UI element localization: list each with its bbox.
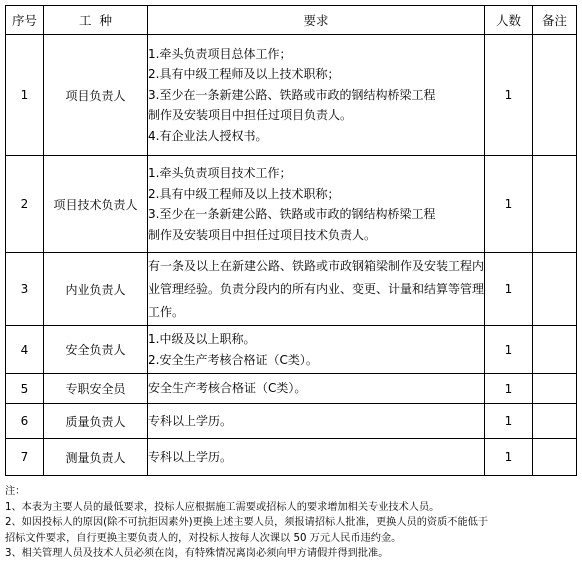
- requirement-line: 2.具有中级工程师及以上技术职称；: [148, 186, 340, 201]
- row-remark: [533, 439, 577, 476]
- row-requirements: [148, 35, 485, 156]
- requirement-line: 3.至少在一条新建公路、铁路或市政的钢结构桥梁工程: [148, 87, 436, 102]
- row-role: 项目负责人: [44, 35, 148, 156]
- header-role: 工 种: [44, 6, 148, 35]
- header-requirements: 要求: [148, 6, 485, 35]
- row-remark: [533, 253, 577, 326]
- row-count: 1: [485, 374, 533, 404]
- row-no: 2: [6, 156, 44, 253]
- row-no: 7: [6, 439, 44, 476]
- requirement-line: 1.中级及以上职称。: [148, 332, 256, 346]
- header-no: 序号: [6, 6, 44, 35]
- table-row: [6, 374, 577, 404]
- row-remark: [533, 326, 577, 374]
- requirement-line: 2.具有中级工程师及以上技术职称；: [148, 67, 340, 82]
- row-requirements: [148, 156, 485, 253]
- row-no: 5: [6, 374, 44, 404]
- row-count: 1: [485, 156, 533, 253]
- note-line: 2、如因投标人的原因(除不可抗拒因素外)更换上述主要人员，须报请招标人批准，更换人员的资质不能低于: [5, 517, 489, 528]
- requirement-line: 制作及安装项目中担任过项目技术负责人。: [148, 227, 377, 242]
- row-remark: [533, 404, 577, 439]
- row-count: 1: [485, 253, 533, 326]
- table-row: [6, 253, 577, 326]
- notes-section: [5, 484, 576, 562]
- row-role: 项目技术负责人: [44, 156, 148, 253]
- table-row: [6, 404, 577, 439]
- requirement-line: 1.牵头负责项目总体工作；: [148, 46, 292, 61]
- table-header-row: [6, 6, 577, 35]
- requirement-line: 专科以上学历。: [148, 413, 233, 428]
- row-count: 1: [485, 35, 533, 156]
- personnel-requirements-table: [5, 5, 577, 476]
- note-line: 3、相关管理人员及技术人员必须在岗，有特殊情况离岗必须向甲方请假并得到批准。: [5, 548, 389, 559]
- table-row: [6, 156, 577, 253]
- requirement-line: 2.安全生产考核合格证（C类）。: [148, 352, 318, 367]
- row-remark: [533, 374, 577, 404]
- header-remark: 备注: [533, 6, 577, 35]
- requirement-line: 专科以上学历。: [148, 449, 233, 464]
- note-line: 1、本表为主要人员的最低要求，投标人应根据施工需要或招标人的要求增加相关专业技术人员。: [5, 501, 440, 513]
- row-remark: [533, 156, 577, 253]
- notes-title: 注：: [5, 486, 26, 497]
- row-role: 测量负责人: [44, 439, 148, 476]
- requirement-paragraph: 有一条及以上在新建公路、铁路或市政钢箱梁制作及安装工程内业管理经验。负责分段内的所有内业、变更、计量和结算等管理工作。: [148, 258, 485, 319]
- requirement-line: 制作及安装项目中担任过项目负责人。: [148, 108, 353, 123]
- row-role: 专职安全员: [44, 374, 148, 404]
- row-role: 质量负责人: [44, 404, 148, 439]
- row-count: 1: [485, 439, 533, 476]
- table-row: [6, 326, 577, 374]
- row-role: 安全负责人: [44, 326, 148, 374]
- requirement-line: 1.牵头负责项目技术工作；: [148, 166, 292, 180]
- row-requirements: [148, 326, 485, 374]
- row-no: 3: [6, 253, 44, 326]
- row-count: 1: [485, 404, 533, 439]
- row-requirements: [148, 404, 485, 439]
- table-row: [6, 439, 577, 476]
- note-line: 招标文件要求，自行更换主要负责人的，对投标人按每人次课以 50 万元人民币违约金。: [5, 532, 402, 544]
- requirement-line: 4.有企业法人授权书。: [148, 128, 268, 143]
- requirement-line: 3.至少在一条新建公路、铁路或市政的钢结构桥梁工程: [148, 207, 436, 221]
- row-no: 1: [6, 35, 44, 156]
- table-row: [6, 35, 577, 156]
- row-role: 内业负责人: [44, 253, 148, 326]
- row-requirements: [148, 253, 485, 326]
- row-requirements: [148, 374, 485, 404]
- row-no: 6: [6, 404, 44, 439]
- header-count: 人数: [485, 6, 533, 35]
- row-remark: [533, 35, 577, 156]
- row-no: 4: [6, 326, 44, 374]
- requirement-line: 安全生产考核合格证（C类）。: [148, 381, 307, 396]
- row-count: 1: [485, 326, 533, 374]
- row-requirements: [148, 439, 485, 476]
